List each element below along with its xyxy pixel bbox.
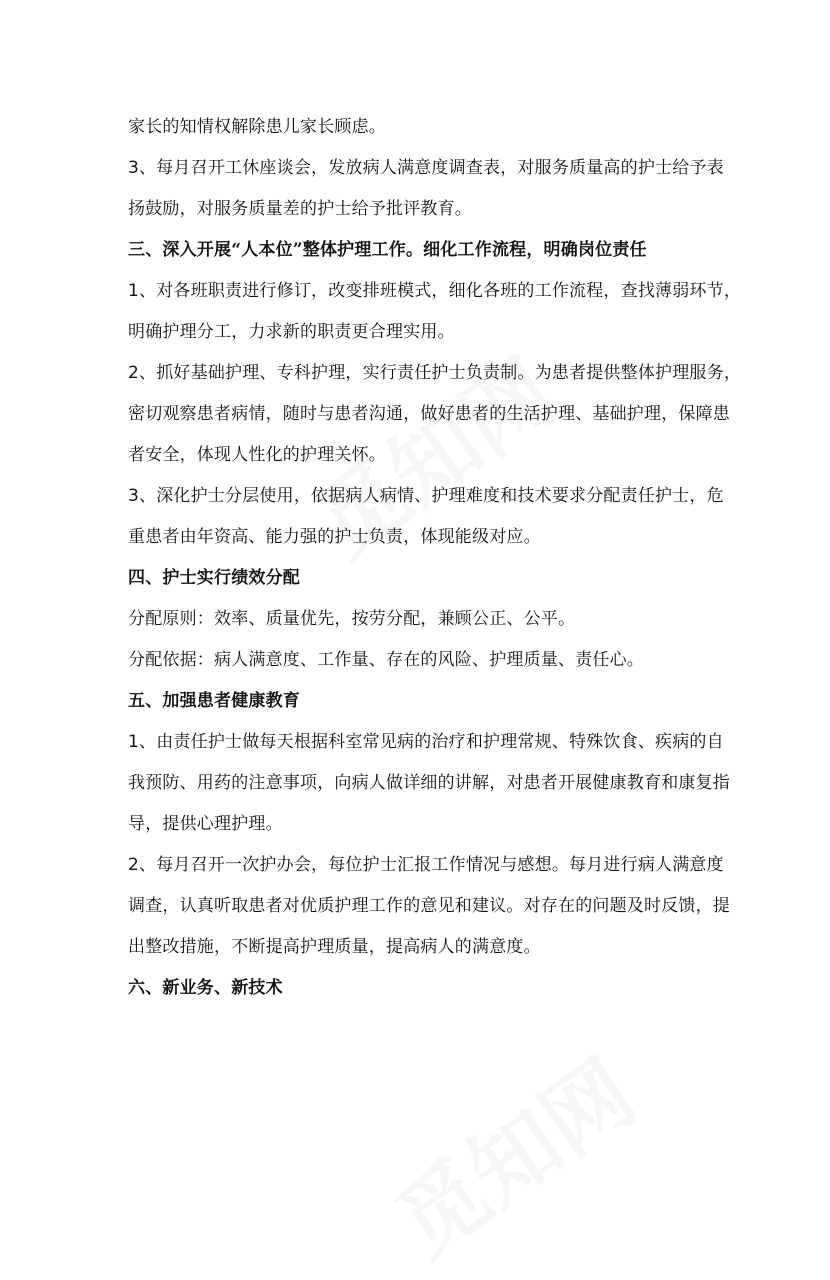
section-heading: 五、加强患者健康教育 xyxy=(128,691,300,711)
paragraph-line: 密切观察患者病情，随时与患者沟通，做好患者的生活护理、基础护理，保障患 xyxy=(128,404,730,424)
paragraph-line: 我预防、用药的注意事项，向病人做详细的讲解，对患者开展健康教育和康复指 xyxy=(128,773,730,793)
watermark xyxy=(368,1026,657,1280)
paragraph-line: 出整改措施，不断提高护理质量，提高病人的满意度。 xyxy=(128,937,541,957)
paragraph-line: 2、抓好基础护理、专科护理，实行责任护士负责制。为患者提供整体护理服务， xyxy=(128,363,742,383)
paragraph-line: 3、深化护士分层使用，依据病人病情、护理难度和技术要求分配责任护士，危 xyxy=(128,486,724,506)
paragraph-line: 分配原则：效率、质量优先，按劳分配，兼顾公正、公平。 xyxy=(128,609,576,629)
section-heading: 四、护士实行绩效分配 xyxy=(128,568,300,588)
paragraph-line: 重患者由年资高、能力强的护士负责，体现能级对应。 xyxy=(128,527,541,547)
paragraph-line: 者安全，体现人性化的护理关怀。 xyxy=(128,445,386,465)
paragraph-line: 导，提供心理护理。 xyxy=(128,814,283,834)
paragraph-line: 家长的知情权解除患儿家长顾虑。 xyxy=(128,117,386,137)
paragraph-line: 扬鼓励，对服务质量差的护士给予批评教育。 xyxy=(128,199,472,219)
document-body xyxy=(128,107,742,1009)
paragraph-line: 分配依据：病人满意度、工作量、存在的风险、护理质量、责任心。 xyxy=(128,650,644,670)
paragraph-line: 1、对各班职责进行修订，改变排班模式，细化各班的工作流程，查找薄弱环节， xyxy=(128,281,742,301)
paragraph-line: 2、每月召开一次护办会，每位护士汇报工作情况与感想。每月进行病人满意度 xyxy=(128,855,724,875)
paragraph-line: 3、每月召开工休座谈会，发放病人满意度调查表，对服务质量高的护士给予表 xyxy=(128,158,724,178)
section-heading: 六、新业务、新技术 xyxy=(128,978,283,998)
paragraph-line: 调查，认真听取患者对优质护理工作的意见和建议。对存在的问题及时反馈，提 xyxy=(128,896,730,916)
paragraph-line: 1、由责任护士做每天根据科室常见病的治疗和护理常规、特殊饮食、疾病的自 xyxy=(128,732,724,752)
paragraph-line: 明确护理分工，力求新的职责更合理实用。 xyxy=(128,322,455,342)
section-heading: 三、深入开展“人本位”整体护理工作。细化工作流程，明确岗位责任 xyxy=(128,240,647,260)
